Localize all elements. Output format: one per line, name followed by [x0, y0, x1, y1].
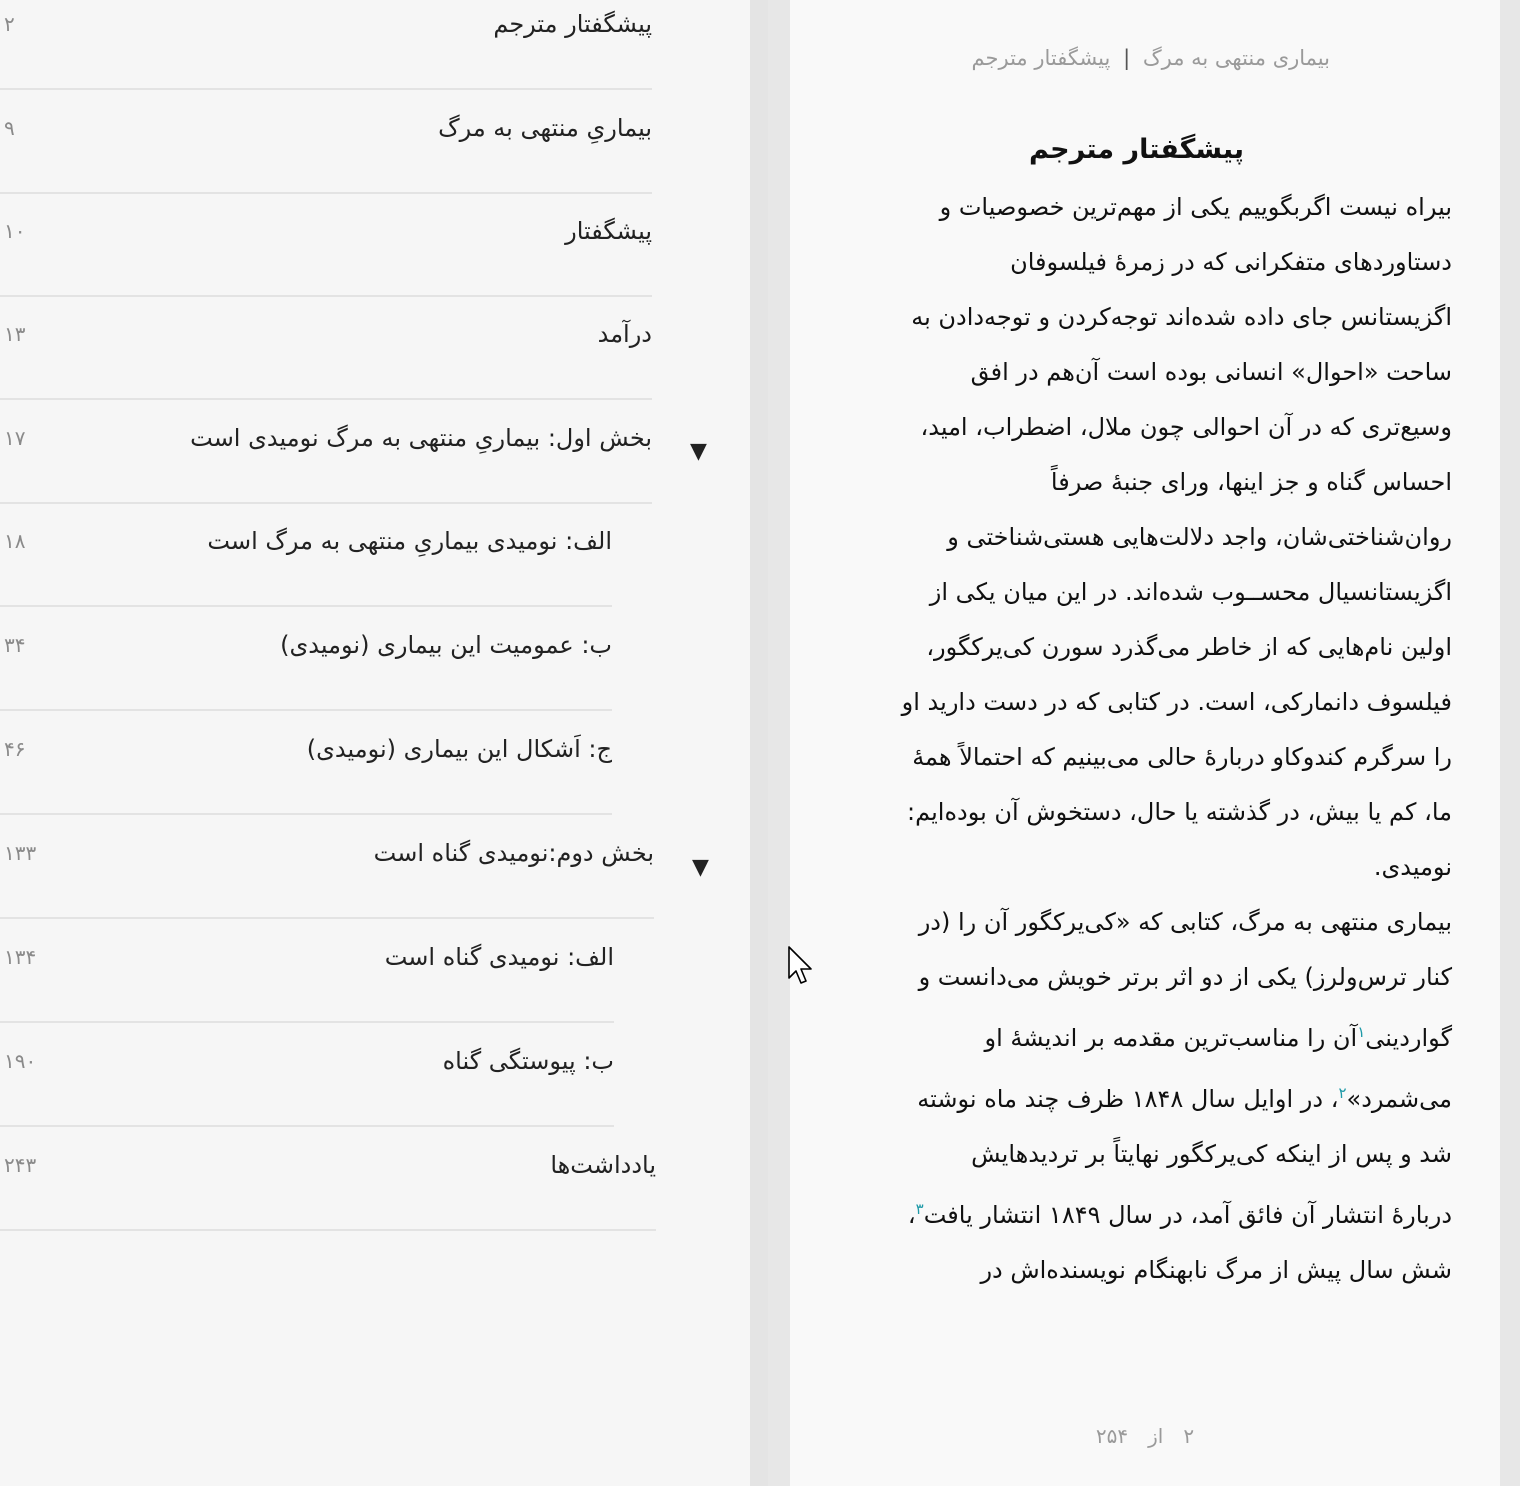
toc-item-part-two-a[interactable]: [0, 919, 614, 1023]
toc-item-page: ۱۸: [4, 529, 26, 553]
toc-item-label: الف: نومیدی گناه است: [384, 943, 614, 971]
text-line: شش سال پیش از مرگ نابهنگام نویسنده‌اش در: [980, 1256, 1452, 1284]
text-line: را سرگرم کندوکاو دربارهٔ حالی می‌بینیم که احتمالاً همهٔ: [912, 743, 1452, 771]
footnote-link[interactable]: ۲: [1338, 1084, 1347, 1102]
toc-item-label: ب: پیوستگی گناه: [442, 1047, 614, 1075]
toc-item-part-one-b[interactable]: [0, 607, 612, 711]
toc-item-page: ۱۷: [4, 426, 26, 450]
text-fragment: می‌شمرد»: [1346, 1085, 1452, 1113]
text-line: اگزیستانسیال محســوب شده‌اند. در این میان یکی از: [929, 578, 1452, 606]
toc-item-page: ۱۳: [4, 322, 26, 346]
toc-item-part-one-a[interactable]: [0, 503, 612, 607]
text-line: [832, 1005, 1452, 1066]
toc-item-page: ۲۴۳: [4, 1153, 37, 1177]
toc-item-page: ۲: [4, 12, 15, 36]
header-book-title: بیماری منتهی به مرگ: [1142, 46, 1330, 70]
text-line: کنار ترس‌ولرز) یکی از دو اثر برتر خویش می‌دانست و: [918, 963, 1452, 991]
text-line: فیلسوف دانمارکی، است. در کتابی که در دست دارید او: [901, 688, 1452, 716]
toc-item-page: ۴۶: [4, 737, 26, 761]
toc-item-label: پیشگفتار مترجم: [493, 10, 652, 38]
toc-item-notes[interactable]: [0, 1127, 656, 1231]
text-line: اگزیستانس جای داده شده‌اند توجه‌کردن و توجه‌دادن به: [911, 303, 1452, 331]
text-line: [832, 1066, 1452, 1127]
toc-item-label: بیماریِ منتهی به مرگ: [438, 114, 652, 142]
text-fragment: دربارهٔ انتشار آن فائق آمد، در سال ۱۸۴۹ انتشار یافت: [923, 1201, 1452, 1229]
toc-item-page: ۱۳۴: [4, 945, 37, 969]
toc-item-introduction[interactable]: [0, 296, 652, 400]
toc-item-label: یادداشت‌ها: [550, 1151, 656, 1179]
toc-item-label: پیشگفتار: [565, 217, 652, 245]
text-line: احساس گناه و جز اینها، ورای جنبهٔ صرفاً: [1050, 468, 1452, 496]
text-fragment: آن را مناسب‌ترین مقدمه بر اندیشهٔ او: [984, 1024, 1358, 1052]
text-line: بیماری منتهی به مرگ، کتابی که «کی‌یرکگور آن را (در: [918, 908, 1452, 936]
text-line: [832, 1182, 1452, 1243]
header-chapter-title: پیشگفتار مترجم: [971, 46, 1111, 70]
text-fragment: گواردینی: [1365, 1024, 1452, 1052]
page-number-footer: [790, 1424, 1500, 1448]
toc-item-label: بخش اول: بیماریِ منتهی به مرگ نومیدی است: [190, 424, 652, 452]
text-line: شد و پس از اینکه کی‌یرکگور نهایتاً بر تردیدهایش: [971, 1140, 1452, 1168]
text-line: روان‌شناختی‌شان، واجد دلالت‌هایی هستی‌شناختی و: [947, 523, 1452, 551]
book-page[interactable]: [790, 0, 1500, 1486]
footnote-link[interactable]: ۱: [1357, 1023, 1366, 1041]
header-separator: |: [1123, 46, 1131, 70]
toc-item-sickness-unto-death[interactable]: [0, 90, 652, 194]
page-body-text: [832, 180, 1452, 1298]
toc-item-translator-preface[interactable]: [0, 0, 652, 90]
toc-item-label: درآمد: [597, 320, 652, 348]
current-page-number: ۲: [1183, 1424, 1195, 1448]
toc-item-part-two[interactable]: [0, 815, 654, 919]
text-line: نومیدی.: [1373, 853, 1452, 881]
mouse-pointer-icon: [788, 946, 814, 986]
toc-item-part-one[interactable]: [0, 400, 652, 504]
toc-item-preface[interactable]: [0, 193, 652, 297]
running-header: [972, 46, 1330, 70]
toc-item-page: ۱۹۰: [4, 1049, 37, 1073]
text-line: ما، کم یا بیش، در گذشته یا حال، دستخوش آن بوده‌ایم:: [907, 798, 1452, 826]
text-line: ساحت «احوال» انسانی بوده است آن‌هم در افق: [970, 358, 1452, 386]
chapter-title: پیشگفتار مترجم: [1028, 134, 1244, 165]
toc-item-part-one-c[interactable]: [0, 711, 612, 815]
total-page-count: ۲۵۴: [1095, 1424, 1129, 1448]
text-line: اولین نام‌هایی که از خاطر می‌گذرد سورن کی‌یرکگور،: [926, 633, 1452, 661]
panel-divider[interactable]: [750, 0, 768, 1486]
toc-item-label: ب: عمومیت این بیماری (نومیدی): [280, 631, 612, 659]
page-of-label: از: [1148, 1424, 1164, 1448]
toc-item-page: ۱۰: [4, 219, 26, 243]
text-line: دستاوردهای متفکرانی که در زمرهٔ فیلسوفان: [1010, 248, 1452, 276]
text-line: بیراه نیست اگربگوییم یکی از مهم‌ترین خصوصیات و: [939, 193, 1452, 221]
toc-item-page: ۳۴: [4, 633, 26, 657]
collapse-triangle-icon[interactable]: ▼: [692, 855, 709, 880]
toc-item-label: بخش دوم:نومیدی گناه است: [373, 839, 654, 867]
text-line: وسیع‌تری که در آن احوالی چون ملال، اضطراب، امید،: [920, 413, 1452, 441]
toc-item-page: ۹: [4, 116, 15, 140]
text-fragment: ،: [907, 1201, 916, 1229]
text-fragment: ، در اوایل سال ۱۸۴۸ ظرف چند ماه نوشته: [917, 1085, 1339, 1113]
table-of-contents: [0, 0, 750, 1486]
toc-item-label: الف: نومیدی بیماریِ منتهی به مرگ است: [207, 527, 612, 555]
toc-item-page: ۱۳۳: [4, 841, 37, 865]
toc-item-part-two-b[interactable]: [0, 1023, 614, 1127]
footnote-link[interactable]: ۳: [915, 1200, 924, 1218]
collapse-triangle-icon[interactable]: ▼: [690, 439, 707, 464]
toc-item-label: ج: اَشکال این بیماری (نومیدی): [306, 735, 612, 763]
